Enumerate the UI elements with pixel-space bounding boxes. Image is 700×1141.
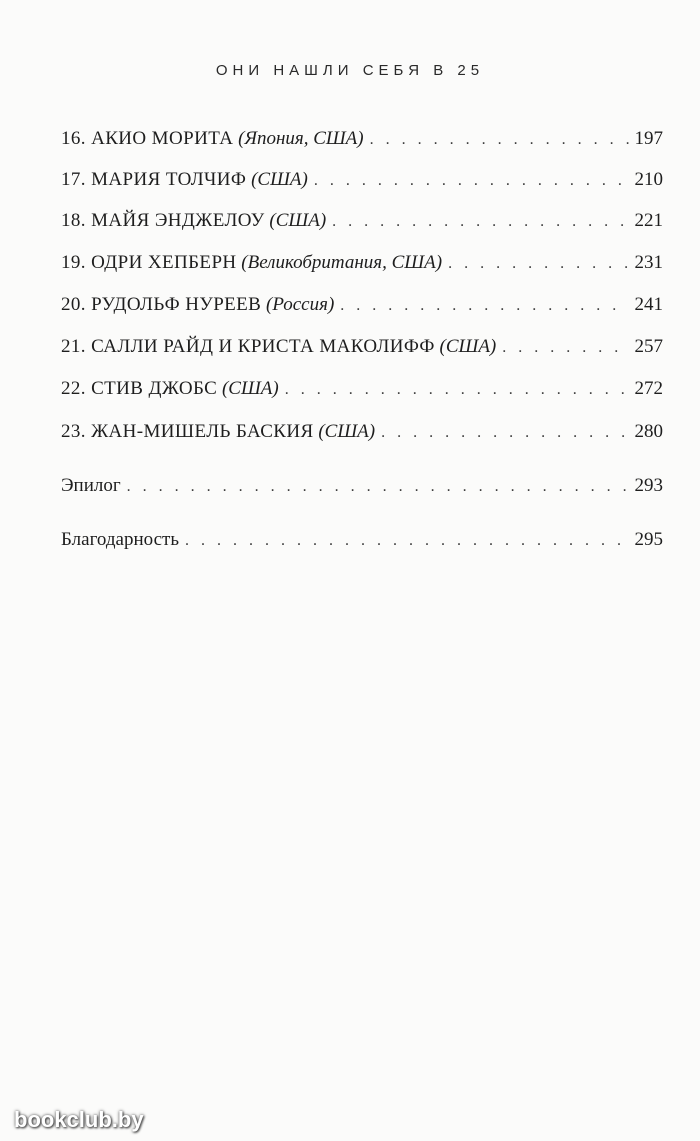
toc-entry-title: 23. ЖАН-МИШЕЛЬ БАСКИЯ [61, 421, 314, 442]
toc-entry-19 [61, 248, 663, 278]
toc-entry-title: 22. СТИВ ДЖОБС [61, 378, 218, 399]
toc-entry-title: Эпилог [61, 475, 121, 496]
toc-entry-note: (Россия) [266, 294, 335, 315]
toc-entry-18 [61, 206, 663, 236]
toc-entry-21 [61, 332, 663, 362]
toc-entry-page: 241 [634, 294, 663, 315]
toc-entry-page: 257 [634, 336, 663, 357]
toc-entry-page: 197 [634, 128, 663, 149]
running-title: ОНИ НАШЛИ СЕБЯ В 25 [215, 62, 485, 79]
toc-entry-title: 18. МАЙЯ ЭНДЖЕЛОУ [61, 210, 265, 231]
toc-entry-epilogue [61, 471, 663, 501]
toc-entry-16 [61, 124, 663, 154]
dot-leader [314, 166, 629, 196]
dot-leader [340, 291, 628, 321]
toc-entry-page: 293 [634, 475, 663, 496]
dot-leader [332, 207, 628, 237]
dot-leader [285, 375, 629, 405]
toc-entry-17 [61, 165, 663, 195]
toc-entry-page: 272 [634, 378, 663, 399]
toc-entry-note: (США) [269, 210, 327, 231]
dot-leader [502, 333, 628, 363]
toc-entry-page: 295 [634, 529, 663, 550]
toc-entry-title: Благодарность [61, 529, 179, 550]
toc-entry-title: 21. САЛЛИ РАЙД И КРИСТА МАКОЛИФФ [61, 336, 435, 357]
toc-entry-title: 19. ОДРИ ХЕПБЕРН [61, 252, 237, 273]
dot-leader [381, 418, 628, 448]
toc-entry-acknowledgements [61, 525, 663, 555]
toc-entry-20 [61, 290, 663, 320]
toc-entry-page: 210 [634, 169, 663, 190]
toc-entry-note: (Япония, США) [238, 128, 364, 149]
dot-leader [185, 526, 629, 556]
toc-entry-22 [61, 374, 663, 404]
toc-entry-note: (США) [221, 378, 279, 399]
dot-leader [370, 125, 629, 155]
toc-entry-page: 280 [634, 421, 663, 442]
dot-leader [127, 472, 629, 502]
toc-entry-23 [61, 417, 663, 447]
toc-entry-title: 17. МАРИЯ ТОЛЧИФ [61, 169, 247, 190]
site-watermark: bookclub.by [14, 1107, 144, 1132]
toc-entry-note: (США) [318, 421, 376, 442]
toc-entry-page: 231 [634, 252, 663, 273]
dot-leader [448, 249, 628, 279]
toc-entry-note: (США) [439, 336, 497, 357]
toc-entry-title: 16. АКИО МОРИТА [61, 128, 234, 149]
toc-entry-note: (Великобритания, США) [241, 252, 443, 273]
toc-entry-note: (США) [251, 169, 308, 190]
toc-entry-title: 20. РУДОЛЬФ НУРЕЕВ [61, 294, 262, 315]
toc-entry-page: 221 [634, 210, 663, 231]
